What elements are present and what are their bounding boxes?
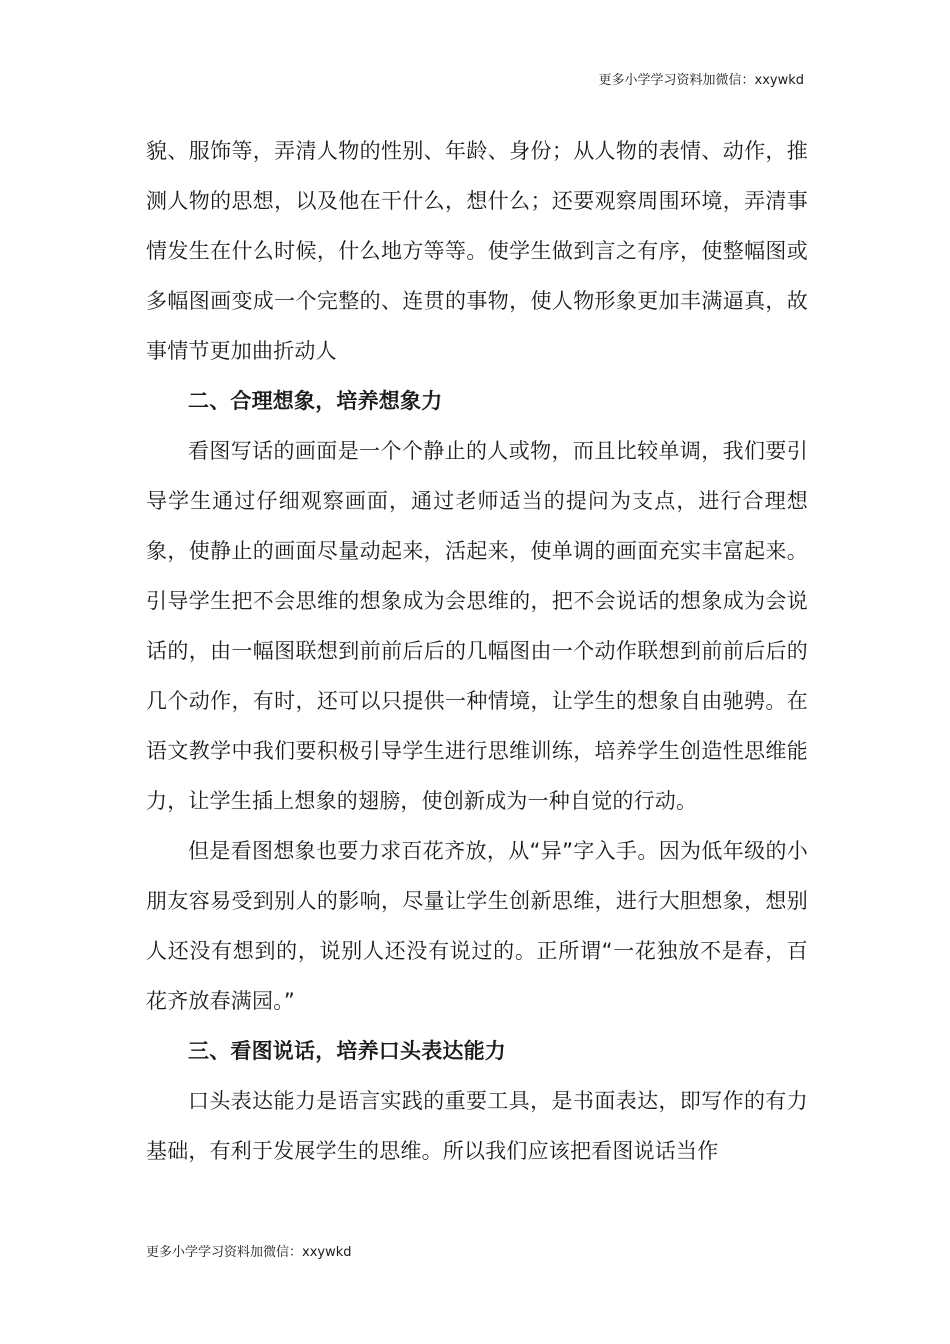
- paragraph: 看图写话的画面是一个个静止的人或物，而且比较单调，我们要引导学生通过仔细观察画面，通过老师适当的提问为支点，进行合理想象，使静止的画面尽量动起来，活起来，使单调的画面充实丰富起来。引导学生把不会思维的想象成为会思维的，把不会说话的想象成为会说话的，由一幅图联想到前前后后的几幅图由一个动作联想到前前后后的几个动作，有时，还可以只提供一种情境，让学生的想象自由驰骋。在语文教学中我们要积极引导学生进行思维训练，培养学生创造性思维能力，让学生插上想象的翅膀，使创新成为一种自觉的行动。: [146, 439, 808, 813]
- section-heading: 三、看图说话，培养口头表达能力: [188, 1039, 506, 1063]
- page-footer: 更多小学学习资料加微信：xxywkd: [146, 1245, 352, 1260]
- paragraph: 口头表达能力是语言实践的重要工具，是书面表达，即写作的有力基础，有利于发展学生的思维。所以我们应该把看图说话当作: [146, 1089, 808, 1163]
- page-header: 更多小学学习资料加微信：xxywkd: [598, 73, 804, 88]
- paragraph: 貌、服饰等，弄清人物的性别、年龄、身份；从人物的表情、动作，推测人物的思想，以及他在干什么，想什么；还要观察周围环境，弄清事情发生在什么时候，什么地方等等。使学生做到言之有序，使整幅图或多幅图画变成一个完整的、连贯的事物，使人物形象更加丰满逼真，故事情节更加曲折动人: [146, 139, 808, 363]
- document-body: [146, 126, 808, 1176]
- paragraph: 但是看图想象也要力求百花齐放，从“异”字入手。因为低年级的小朋友容易受到别人的影响，尽量让学生创新思维，进行大胆想象，想别人还没有想到的，说别人还没有说过的。正所谓“一花独放不是春，百花齐放春满园。”: [146, 839, 808, 1013]
- section-heading: 二、合理想象，培养想象力: [188, 389, 443, 413]
